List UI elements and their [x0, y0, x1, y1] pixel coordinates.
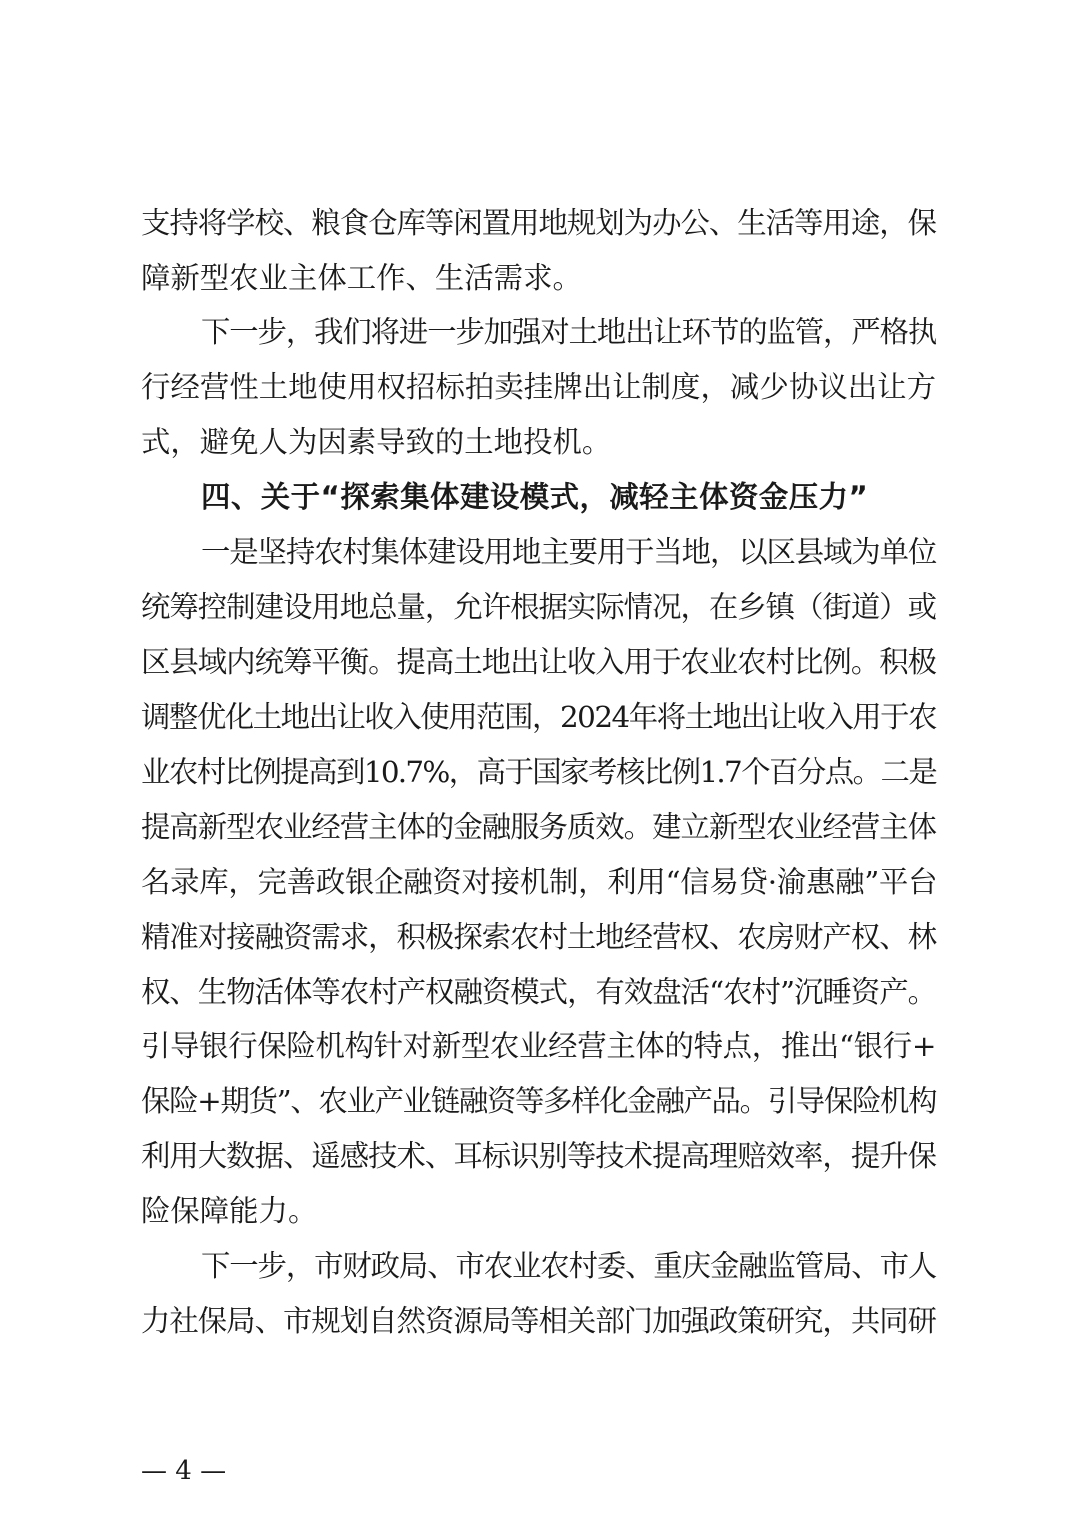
body-line: 名录库，完善政银企融资对接机制，利用“信易贷·渝惠融”平台: [141, 865, 938, 899]
body-line: 保险+期货”、农业产业链融资等多样化金融产品。引导保险机构: [141, 1084, 936, 1118]
body-line: 提高新型农业经营主体的金融服务质效。建立新型农业经营主体: [141, 810, 936, 844]
body-line: 业农村比例提高到10.7%，高于国家考核比例1.7个百分点。二是: [141, 755, 936, 789]
body-line: 力社保局、市规划自然资源局等相关部门加强政策研究，共同研: [141, 1304, 936, 1338]
body-line: 障新型农业主体工作、生活需求。: [141, 261, 582, 295]
paragraph-first-line: 下一步，市财政局、市农业农村委、重庆金融监管局、市人: [201, 1249, 936, 1283]
body-line: 行经营性土地使用权招标拍卖挂牌出让制度，减少协议出让方: [141, 370, 936, 404]
body-line: 权、生物活体等农村产权融资模式，有效盘活“农村”沉睡资产。: [141, 975, 936, 1009]
page-number: — 4 —: [141, 1456, 227, 1486]
paragraph-first-line: 下一步，我们将进一步加强对土地出让环节的监管，严格执: [201, 315, 936, 349]
body-line: 精准对接融资需求，积极探索农村土地经营权、农房财产权、林: [141, 920, 936, 954]
body-line: 利用大数据、遥感技术、耳标识别等技术提高理赔效率，提升保: [141, 1139, 936, 1173]
body-line: 式，避免人为因素导致的土地投机。: [141, 425, 612, 459]
paragraph-first-line: 一是坚持农村集体建设用地主要用于当地，以区县域为单位: [201, 535, 936, 569]
body-line: 统筹控制建设用地总量，允许根据实际情况，在乡镇（街道）或: [141, 590, 936, 624]
section-heading: 四、关于“探索集体建设模式，减轻主体资金压力”: [201, 480, 869, 514]
body-line: 调整优化土地出让收入使用范围，2024年将土地出让收入用于农: [141, 700, 936, 734]
body-line: 区县域内统筹平衡。提高土地出让收入用于农业农村比例。积极: [141, 645, 936, 679]
body-line: 支持将学校、粮食仓库等闲置用地规划为办公、生活等用途，保: [141, 206, 936, 240]
body-line: 险保障能力。: [141, 1194, 318, 1228]
body-line: 引导银行保险机构针对新型农业经营主体的特点，推出“银行+: [141, 1029, 936, 1063]
